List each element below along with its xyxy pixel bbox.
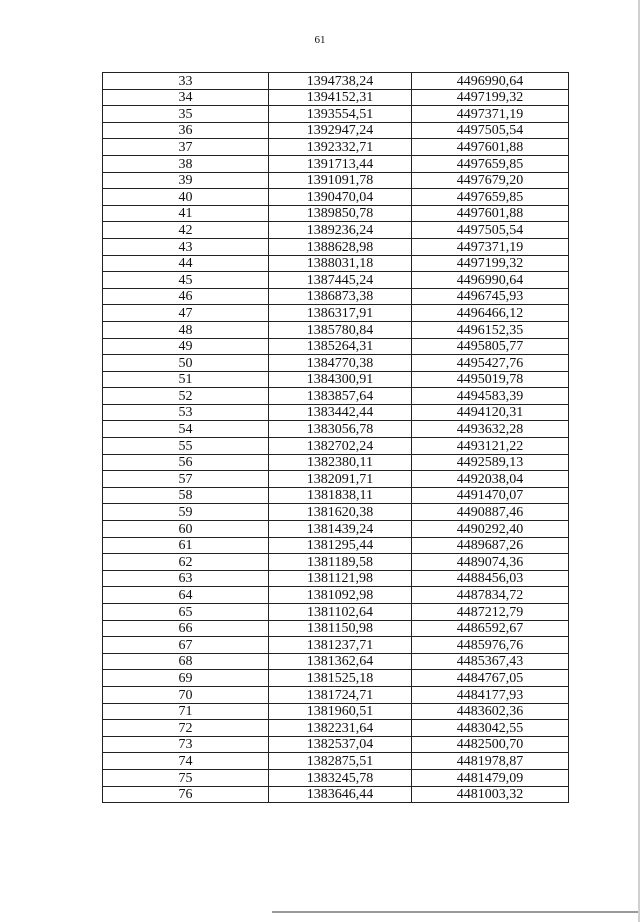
table-row [103, 89, 569, 106]
y-coordinate-cell: 4497199,32 [412, 255, 569, 272]
table-row [103, 471, 569, 488]
y-coordinate-cell: 4492038,04 [412, 471, 569, 488]
y-coordinate-cell: 4488456,03 [412, 570, 569, 587]
point-number-cell: 66 [103, 620, 269, 637]
x-coordinate-cell: 1384770,38 [269, 355, 412, 372]
y-coordinate-cell: 4487834,72 [412, 587, 569, 604]
table-row [103, 371, 569, 388]
x-coordinate-cell: 1382537,04 [269, 736, 412, 753]
point-number-cell: 59 [103, 504, 269, 521]
point-number-cell: 34 [103, 89, 269, 106]
y-coordinate-cell: 4490887,46 [412, 504, 569, 521]
x-coordinate-cell: 1387445,24 [269, 272, 412, 289]
table-row [103, 620, 569, 637]
table-row [103, 504, 569, 521]
table-row [103, 637, 569, 654]
x-coordinate-cell: 1383646,44 [269, 786, 412, 803]
table-row [103, 454, 569, 471]
y-coordinate-cell: 4484767,05 [412, 670, 569, 687]
table-row [103, 686, 569, 703]
table-row [103, 487, 569, 504]
y-coordinate-cell: 4487212,79 [412, 604, 569, 621]
table-row [103, 155, 569, 172]
x-coordinate-cell: 1382091,71 [269, 471, 412, 488]
x-coordinate-cell: 1381189,58 [269, 554, 412, 571]
table-row [103, 720, 569, 737]
y-coordinate-cell: 4494120,31 [412, 404, 569, 421]
table-row [103, 288, 569, 305]
table-row [103, 736, 569, 753]
point-number-cell: 53 [103, 404, 269, 421]
x-coordinate-cell: 1394738,24 [269, 73, 412, 90]
table-row [103, 604, 569, 621]
point-number-cell: 43 [103, 238, 269, 255]
table-row [103, 189, 569, 206]
x-coordinate-cell: 1382231,64 [269, 720, 412, 737]
table-row [103, 670, 569, 687]
table-row [103, 570, 569, 587]
y-coordinate-cell: 4497199,32 [412, 89, 569, 106]
x-coordinate-cell: 1381237,71 [269, 637, 412, 654]
x-coordinate-cell: 1381295,44 [269, 537, 412, 554]
point-number-cell: 45 [103, 272, 269, 289]
point-number-cell: 44 [103, 255, 269, 272]
x-coordinate-cell: 1381362,64 [269, 653, 412, 670]
x-coordinate-cell: 1382380,11 [269, 454, 412, 471]
x-coordinate-cell: 1391091,78 [269, 172, 412, 189]
point-number-cell: 55 [103, 438, 269, 455]
point-number-cell: 52 [103, 388, 269, 405]
y-coordinate-cell: 4497659,85 [412, 189, 569, 206]
table-row [103, 537, 569, 554]
x-coordinate-cell: 1381102,64 [269, 604, 412, 621]
y-coordinate-cell: 4496990,64 [412, 73, 569, 90]
point-number-cell: 42 [103, 222, 269, 239]
y-coordinate-cell: 4497601,88 [412, 139, 569, 156]
x-coordinate-cell: 1388031,18 [269, 255, 412, 272]
point-number-cell: 60 [103, 521, 269, 538]
point-number-cell: 50 [103, 355, 269, 372]
point-number-cell: 35 [103, 106, 269, 123]
table-row [103, 122, 569, 139]
point-number-cell: 76 [103, 786, 269, 803]
x-coordinate-cell: 1393554,51 [269, 106, 412, 123]
y-coordinate-cell: 4497679,20 [412, 172, 569, 189]
point-number-cell: 41 [103, 205, 269, 222]
x-coordinate-cell: 1383442,44 [269, 404, 412, 421]
point-number-cell: 63 [103, 570, 269, 587]
table-row [103, 272, 569, 289]
x-coordinate-cell: 1389236,24 [269, 222, 412, 239]
x-coordinate-cell: 1381525,18 [269, 670, 412, 687]
point-number-cell: 57 [103, 471, 269, 488]
point-number-cell: 68 [103, 653, 269, 670]
point-number-cell: 65 [103, 604, 269, 621]
point-number-cell: 48 [103, 321, 269, 338]
x-coordinate-cell: 1381121,98 [269, 570, 412, 587]
y-coordinate-cell: 4491470,07 [412, 487, 569, 504]
x-coordinate-cell: 1385780,84 [269, 321, 412, 338]
x-coordinate-cell: 1382875,51 [269, 753, 412, 770]
point-number-cell: 49 [103, 338, 269, 355]
y-coordinate-cell: 4481978,87 [412, 753, 569, 770]
point-number-cell: 75 [103, 769, 269, 786]
y-coordinate-cell: 4490292,40 [412, 521, 569, 538]
point-number-cell: 47 [103, 305, 269, 322]
table-row [103, 222, 569, 239]
table-row [103, 438, 569, 455]
x-coordinate-cell: 1381439,24 [269, 521, 412, 538]
x-coordinate-cell: 1381620,38 [269, 504, 412, 521]
y-coordinate-cell: 4483042,55 [412, 720, 569, 737]
x-coordinate-cell: 1386317,91 [269, 305, 412, 322]
x-coordinate-cell: 1394152,31 [269, 89, 412, 106]
table-row [103, 653, 569, 670]
y-coordinate-cell: 4497505,54 [412, 222, 569, 239]
point-number-cell: 72 [103, 720, 269, 737]
table-row [103, 703, 569, 720]
table-row [103, 73, 569, 90]
y-coordinate-cell: 4486592,67 [412, 620, 569, 637]
y-coordinate-cell: 4496152,35 [412, 321, 569, 338]
y-coordinate-cell: 4496990,64 [412, 272, 569, 289]
y-coordinate-cell: 4497659,85 [412, 155, 569, 172]
x-coordinate-cell: 1392332,71 [269, 139, 412, 156]
point-number-cell: 36 [103, 122, 269, 139]
page-number: 61 [314, 34, 326, 46]
table-row [103, 355, 569, 372]
point-number-cell: 67 [103, 637, 269, 654]
point-number-cell: 56 [103, 454, 269, 471]
y-coordinate-cell: 4497371,19 [412, 106, 569, 123]
table-row [103, 753, 569, 770]
point-number-cell: 73 [103, 736, 269, 753]
y-coordinate-cell: 4485367,43 [412, 653, 569, 670]
point-number-cell: 70 [103, 686, 269, 703]
point-number-cell: 74 [103, 753, 269, 770]
coordinates-table-body [103, 73, 569, 803]
point-number-cell: 37 [103, 139, 269, 156]
x-coordinate-cell: 1381150,98 [269, 620, 412, 637]
y-coordinate-cell: 4497371,19 [412, 238, 569, 255]
point-number-cell: 39 [103, 172, 269, 189]
y-coordinate-cell: 4495427,76 [412, 355, 569, 372]
y-coordinate-cell: 4489074,36 [412, 554, 569, 571]
table-row [103, 338, 569, 355]
x-coordinate-cell: 1381092,98 [269, 587, 412, 604]
table-row [103, 139, 569, 156]
table-row [103, 172, 569, 189]
table-row [103, 421, 569, 438]
y-coordinate-cell: 4493121,22 [412, 438, 569, 455]
y-coordinate-cell: 4496466,12 [412, 305, 569, 322]
table-row [103, 106, 569, 123]
point-number-cell: 62 [103, 554, 269, 571]
y-coordinate-cell: 4481479,09 [412, 769, 569, 786]
x-coordinate-cell: 1381960,51 [269, 703, 412, 720]
table-row [103, 404, 569, 421]
point-number-cell: 69 [103, 670, 269, 687]
x-coordinate-cell: 1385264,31 [269, 338, 412, 355]
x-coordinate-cell: 1381838,11 [269, 487, 412, 504]
point-number-cell: 38 [103, 155, 269, 172]
point-number-cell: 40 [103, 189, 269, 206]
point-number-cell: 58 [103, 487, 269, 504]
table-row [103, 554, 569, 571]
scan-artifact-line [272, 911, 640, 913]
x-coordinate-cell: 1384300,91 [269, 371, 412, 388]
x-coordinate-cell: 1386873,38 [269, 288, 412, 305]
coordinates-table [102, 72, 569, 803]
y-coordinate-cell: 4483602,36 [412, 703, 569, 720]
y-coordinate-cell: 4497505,54 [412, 122, 569, 139]
y-coordinate-cell: 4482500,70 [412, 736, 569, 753]
point-number-cell: 71 [103, 703, 269, 720]
x-coordinate-cell: 1383056,78 [269, 421, 412, 438]
y-coordinate-cell: 4495805,77 [412, 338, 569, 355]
y-coordinate-cell: 4481003,32 [412, 786, 569, 803]
x-coordinate-cell: 1382702,24 [269, 438, 412, 455]
point-number-cell: 46 [103, 288, 269, 305]
y-coordinate-cell: 4495019,78 [412, 371, 569, 388]
point-number-cell: 33 [103, 73, 269, 90]
point-number-cell: 51 [103, 371, 269, 388]
x-coordinate-cell: 1390470,04 [269, 189, 412, 206]
y-coordinate-cell: 4497601,88 [412, 205, 569, 222]
y-coordinate-cell: 4496745,93 [412, 288, 569, 305]
x-coordinate-cell: 1388628,98 [269, 238, 412, 255]
table-row [103, 238, 569, 255]
table-row [103, 786, 569, 803]
point-number-cell: 54 [103, 421, 269, 438]
point-number-cell: 64 [103, 587, 269, 604]
y-coordinate-cell: 4492589,13 [412, 454, 569, 471]
table-row [103, 388, 569, 405]
point-number-cell: 61 [103, 537, 269, 554]
x-coordinate-cell: 1391713,44 [269, 155, 412, 172]
x-coordinate-cell: 1389850,78 [269, 205, 412, 222]
y-coordinate-cell: 4494583,39 [412, 388, 569, 405]
x-coordinate-cell: 1383857,64 [269, 388, 412, 405]
table-row [103, 321, 569, 338]
y-coordinate-cell: 4485976,76 [412, 637, 569, 654]
table-row [103, 769, 569, 786]
x-coordinate-cell: 1392947,24 [269, 122, 412, 139]
table-row [103, 521, 569, 538]
table-row [103, 205, 569, 222]
x-coordinate-cell: 1381724,71 [269, 686, 412, 703]
y-coordinate-cell: 4489687,26 [412, 537, 569, 554]
y-coordinate-cell: 4484177,93 [412, 686, 569, 703]
x-coordinate-cell: 1383245,78 [269, 769, 412, 786]
table-row [103, 587, 569, 604]
table-row [103, 305, 569, 322]
table-row [103, 255, 569, 272]
y-coordinate-cell: 4493632,28 [412, 421, 569, 438]
